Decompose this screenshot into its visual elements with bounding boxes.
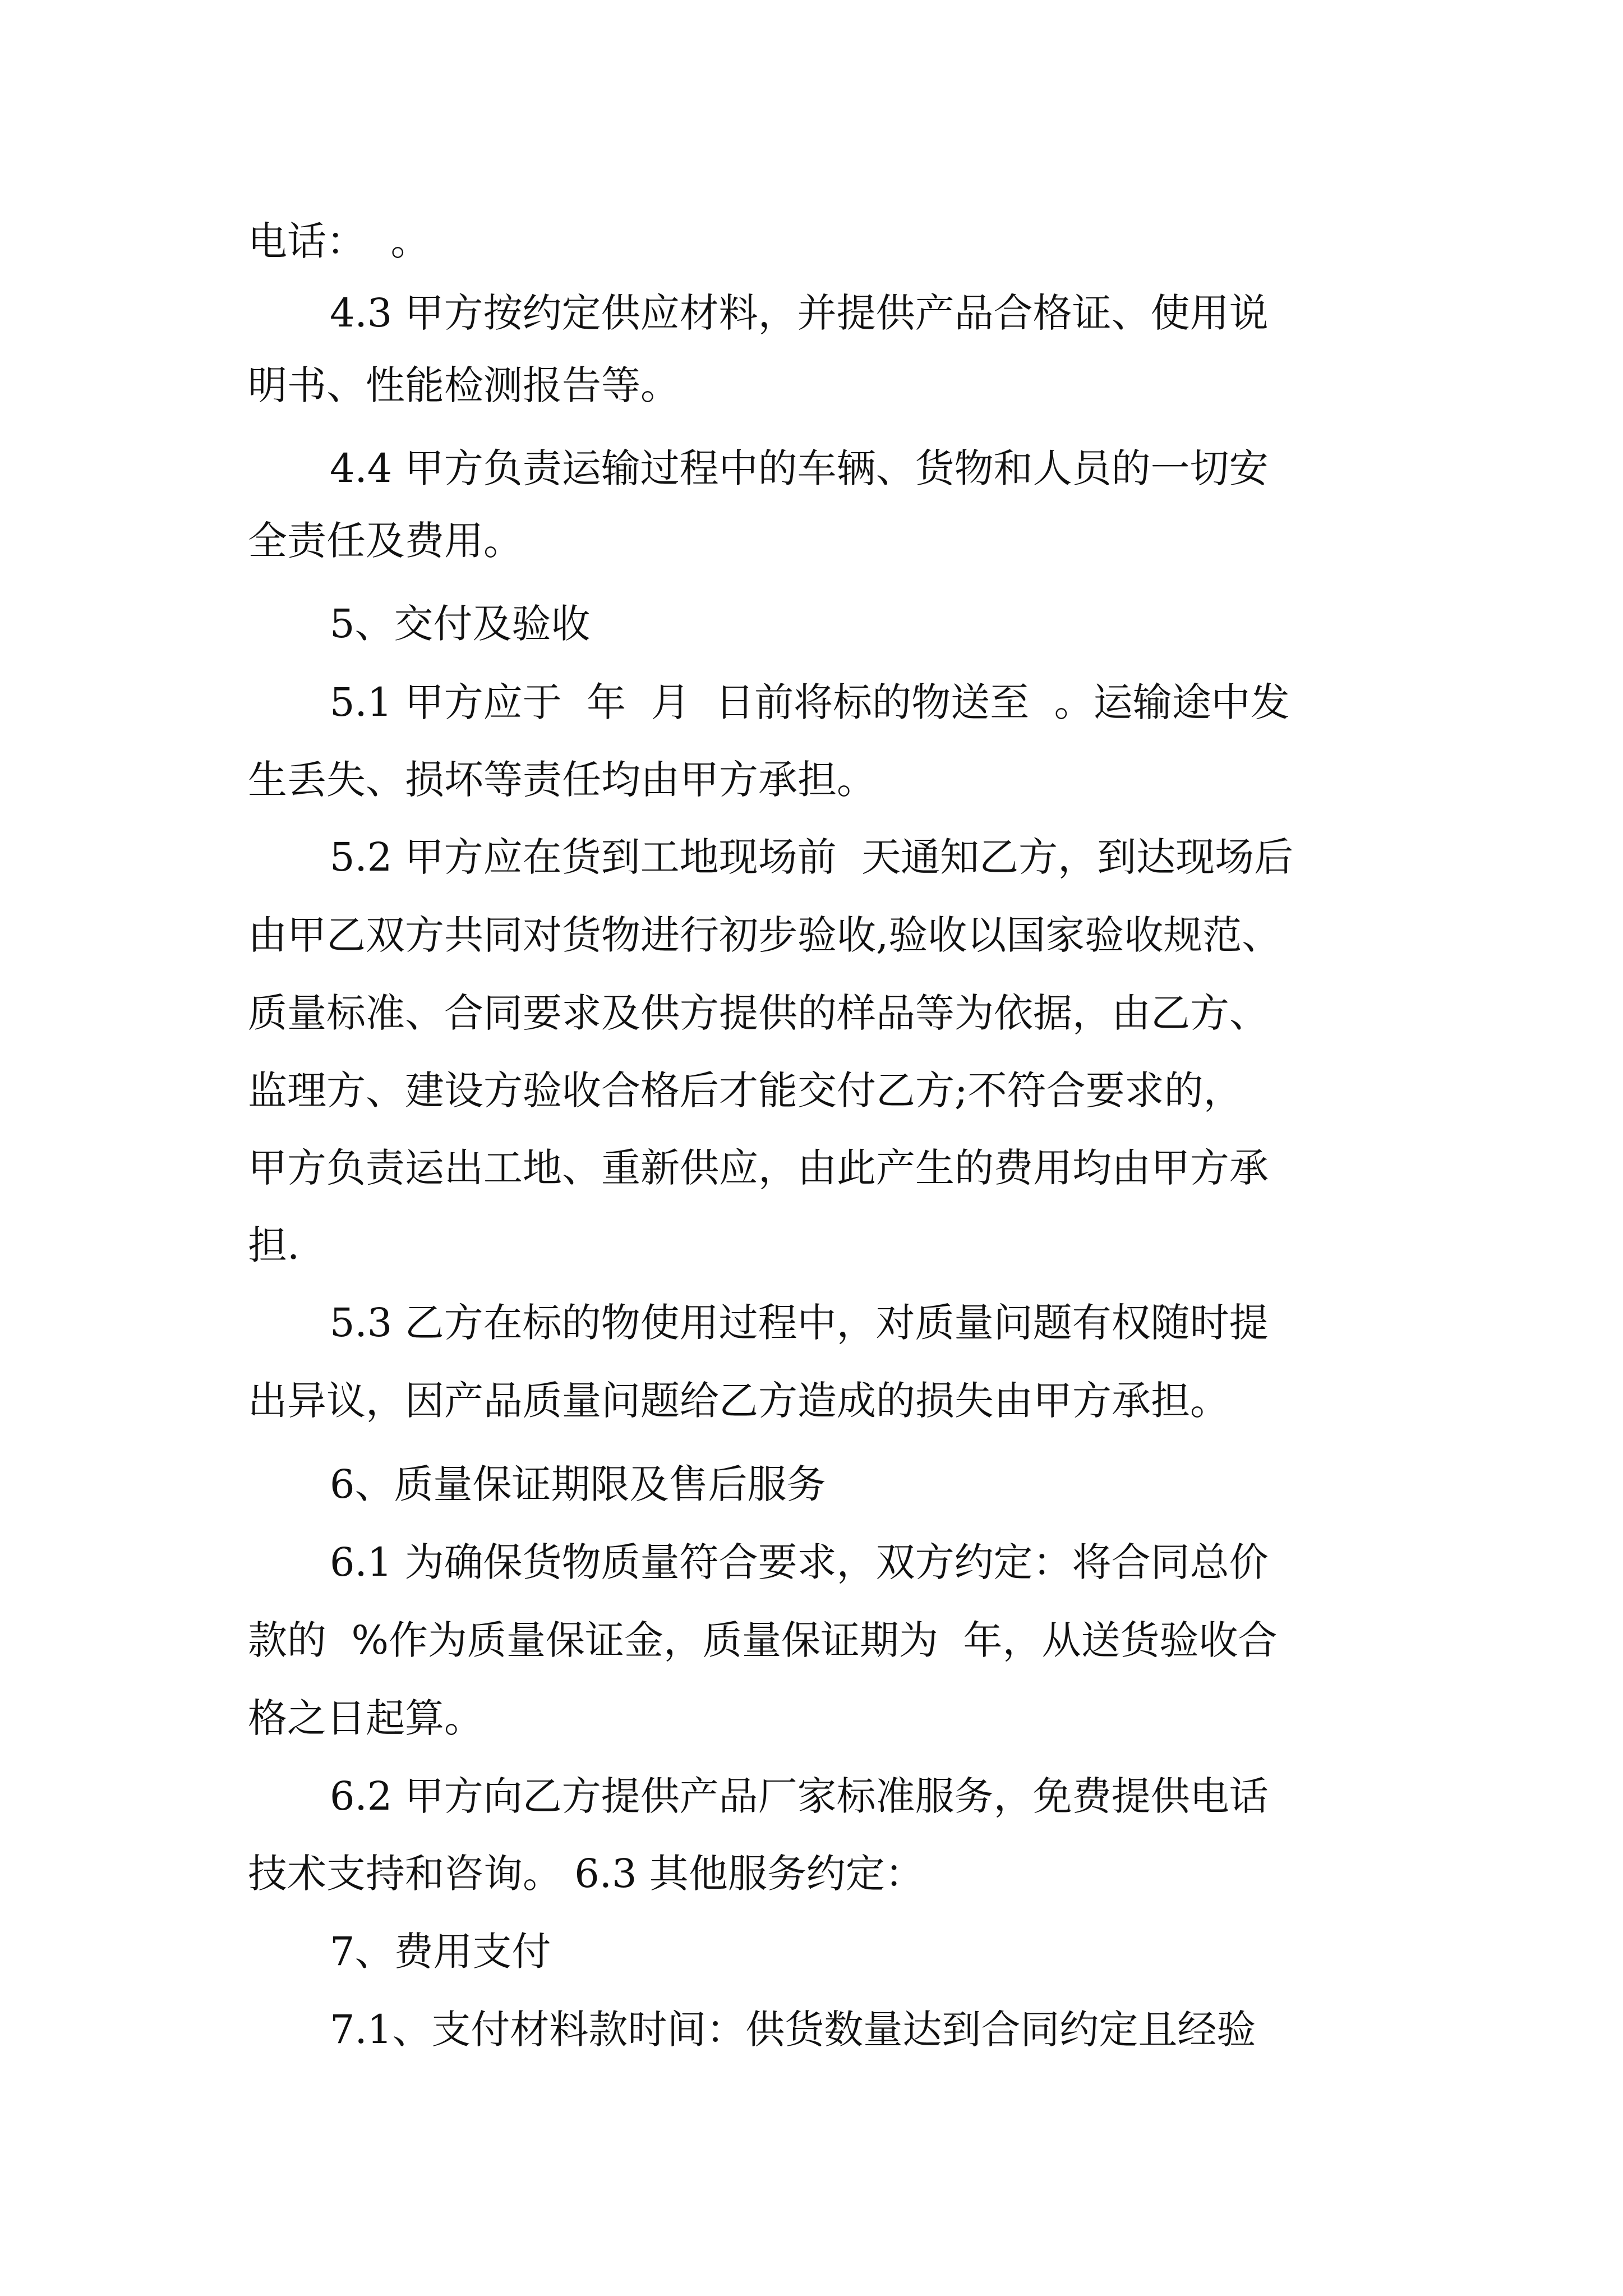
section-heading-6: 6、质量保证期限及售后服务 [330, 1461, 826, 1507]
text-line-4-3: 4.3 甲方按约定供应材料，并提供产品合格证、使用说 [330, 290, 1269, 336]
text-line: 由甲乙双方共同对货物进行初步验收,验收以国家验收规范、 [248, 912, 1281, 958]
text-line: 款的 %作为质量保证金，质量保证期为 年，从送货验收合 [248, 1617, 1278, 1663]
text-line-6-1: 6.1 为确保货物质量符合要求，双方约定：将合同总价 [330, 1539, 1269, 1585]
text-line: 全责任及费用。 [248, 518, 523, 564]
text-line-6-3: 技术支持和咨询。 6.3 其他服务约定： [248, 1851, 924, 1897]
text-line-5-2: 5.2 甲方应在货到工地现场前 天通知乙方，到达现场后 [330, 834, 1294, 880]
section-heading-5: 5、交付及验收 [330, 601, 591, 647]
text-line-5-3: 5.3 乙方在标的物使用过程中，对质量问题有权随时提 [330, 1300, 1269, 1346]
text-line: 担. [248, 1222, 300, 1268]
text-line: 格之日起算。 [248, 1695, 483, 1741]
text-line-5-1: 5.1 甲方应于 年 月 日前将标的物送至 。运输途中发 [330, 679, 1290, 725]
text-line: 出异议，因产品质量问题给乙方造成的损失由甲方承担。 [248, 1378, 1229, 1424]
text-line: 生丢失、损坏等责任均由甲方承担。 [248, 757, 876, 803]
text-line-6-2: 6.2 甲方向乙方提供产品厂家标准服务，免费提供电话 [330, 1773, 1269, 1819]
text-line: 甲方负责运出工地、重新供应，由此产生的费用均由甲方承 [248, 1145, 1269, 1191]
text-line-phone: 电话： 。 [248, 218, 430, 264]
text-line-4-4: 4.4 甲方负责运输过程中的车辆、货物和人员的一切安 [330, 445, 1269, 491]
section-heading-7: 7、费用支付 [330, 1929, 551, 1975]
text-line: 明书、性能检测报告等。 [248, 362, 680, 408]
text-line-7-1: 7.1、支付材料款时间：供货数量达到合同约定且经验 [330, 2007, 1256, 2053]
text-line: 质量标准、合同要求及供方提供的样品等为依据，由乙方、 [248, 990, 1269, 1036]
text-line: 监理方、建设方验收合格后才能交付乙方;不符合要求的， [248, 1068, 1243, 1114]
